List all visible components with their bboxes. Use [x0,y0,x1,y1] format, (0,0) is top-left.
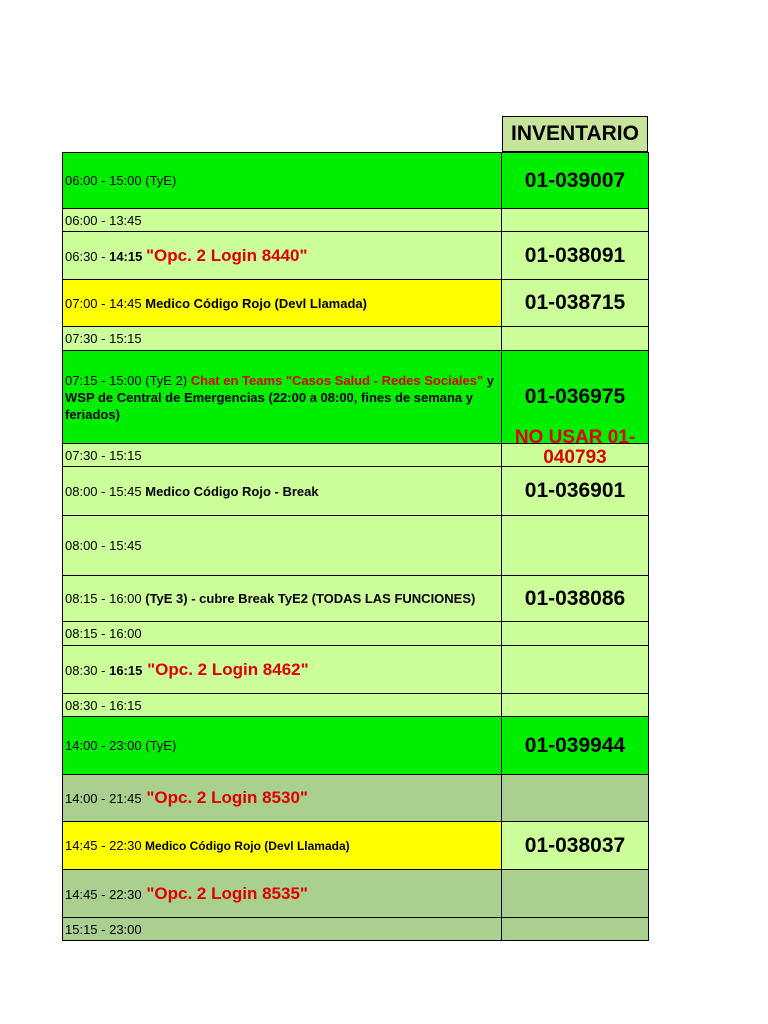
login-note: "Opc. 2 Login 8462" [142,659,309,679]
inventory-cell [502,622,649,646]
table-row [62,822,649,870]
schedule-cell [62,232,502,280]
inventory-cell: 01-038715 [502,280,649,327]
inventory-cell: 01-039007 [502,152,649,209]
shift-time: 14:45 - 22:30 [65,837,142,853]
shift-role: (TyE 2) [141,372,191,388]
shift-role: Medico Código Rojo (Devl Llamada) [141,838,350,853]
shift-role: Medico Código Rojo (Devl Llamada) [141,295,367,311]
table-row [62,646,649,694]
shift-time: 08:30 - 16:15 [65,697,142,713]
shift-time: 14:00 - 23:00 [65,738,142,753]
schedule-cell [62,280,502,327]
inventory-cell: 01-038091 [502,232,649,280]
shift-time: 08:15 - 16:00 [65,591,142,606]
schedule-cell [62,467,502,516]
table-row [62,870,649,918]
login-note: "Opc. 2 Login 8440" [145,245,308,265]
schedule-cell [62,327,502,351]
schedule-cell [62,918,502,941]
schedule-cell [62,576,502,622]
shift-time: 07:30 - 15:15 [65,331,142,346]
inventory-cell [502,870,649,918]
table-row [62,232,649,280]
inventory-cell [502,918,649,941]
shift-time: 14:45 - 22:30 [65,886,142,902]
shift-end-time: 16:15 [109,662,143,678]
schedule-cell [62,717,502,775]
shift-time: 08:15 - 16:00 [65,626,142,641]
table-row [62,775,649,822]
inventory-cell: 01-036901 [502,467,649,516]
table-row [62,918,649,941]
table-row [62,622,649,646]
inventory-cell: 01-036975 [502,351,649,444]
login-note: "Opc. 2 Login 8535" [141,883,308,903]
inventory-cell: 01-038037 [502,822,649,870]
table-row [62,209,649,232]
chat-note: Chat en Teams "Casos Salud - Redes Sociales" [190,372,484,388]
shift-end-time: 14:15 [109,248,143,264]
schedule-cell [62,209,502,232]
shift-time: 06:30 - [65,248,110,264]
schedule-cell [62,444,502,467]
shift-time: 15:15 - 23:00 [65,921,142,937]
login-note: "Opc. 2 Login 8530" [141,788,308,807]
schedule-cell [62,822,502,870]
overflow-note: NO USAR 01-040793 [514,427,636,468]
inventory-cell [502,694,649,717]
inventory-cell [502,646,649,694]
schedule-cell [62,775,502,822]
shift-time: 06:00 - 13:45 [65,212,142,228]
schedule-cell [62,646,502,694]
shift-time: 08:00 - 15:45 [65,538,142,553]
shift-role: (TyE) [141,173,177,188]
schedule-cell [62,694,502,717]
schedule-cell [62,622,502,646]
schedule-cell [62,870,502,918]
shift-time: 08:30 - [65,662,110,678]
shift-time: 07:15 - 15:00 [65,372,142,388]
shift-role: (TyE 3) - cubre Break TyE2 (TODAS LAS FUNCIONES) [141,591,476,606]
inventory-cell [502,327,649,351]
table-row [62,576,649,622]
wsp-note: y WSP de Central de Emergencias (22:00 a 08:00, fines de semana y feriados) [65,372,495,422]
shift-time: 14:00 - 21:45 [65,791,142,806]
shift-role: (TyE) [141,738,177,753]
schedule-cell [62,152,502,209]
inventory-cell: 01-038086 [502,576,649,622]
shift-time: 08:00 - 15:45 [65,483,142,499]
table-row [62,467,649,516]
inventory-cell [502,209,649,232]
schedule-cell [62,516,502,576]
inventory-cell: 01-039944 [502,717,649,775]
inventory-cell [502,516,649,576]
shift-time: 07:00 - 14:45 [65,295,142,311]
inventory-cell [502,775,649,822]
table-row [62,327,649,351]
schedule-cell [62,351,502,444]
shift-time: 07:30 - 15:15 [65,447,142,463]
shift-role: Medico Código Rojo - Break [141,483,319,499]
table-row [62,516,649,576]
table-row [62,152,649,209]
table-row [62,717,649,775]
table-row [62,280,649,327]
table-row [62,694,649,717]
inventario-header: INVENTARIO [502,116,648,152]
shift-time: 06:00 - 15:00 [65,173,142,188]
